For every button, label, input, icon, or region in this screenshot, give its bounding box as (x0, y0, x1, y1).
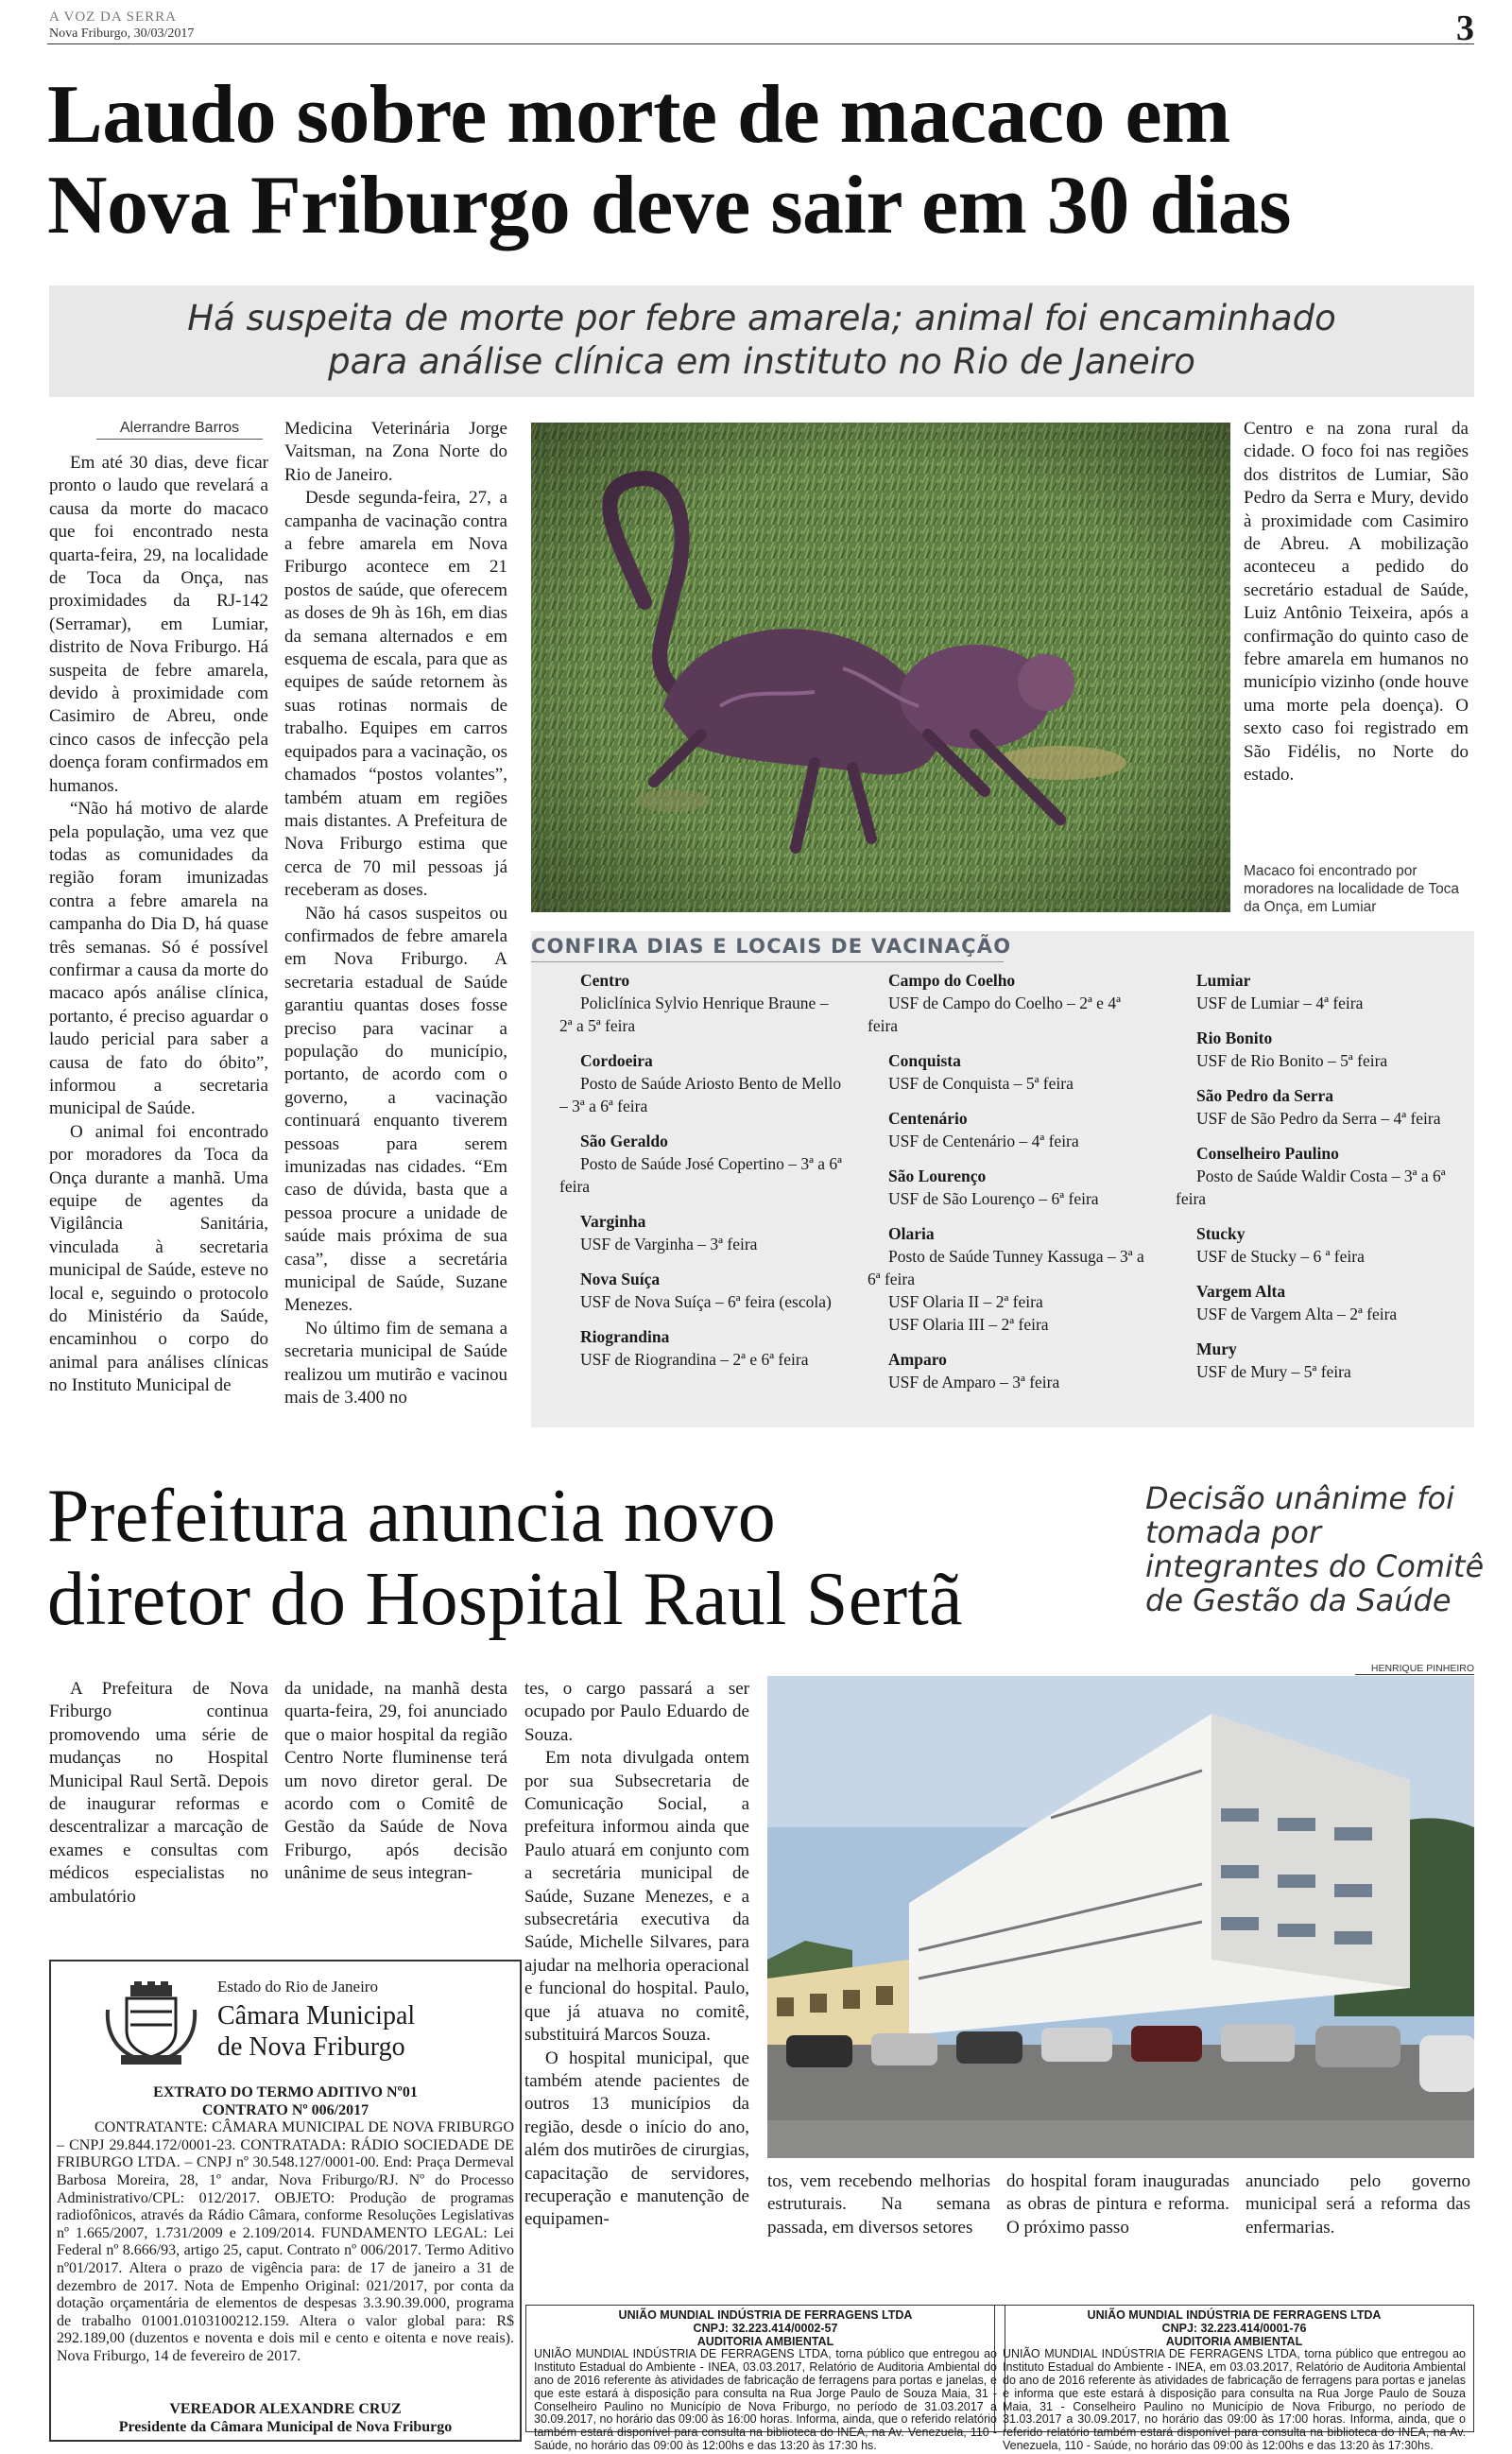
ad-institution-name: Câmara Municipal de Nova Friburgo (217, 2001, 416, 2062)
vaccination-site: USF de Rio Bonito – 5ª feira (1196, 1051, 1388, 1070)
vaccination-site: Posto de Saúde Waldir Costa – 3ª a 6ª feira (1176, 1167, 1446, 1208)
vaccination-site: USF de São Pedro da Serra – 4ª feira (1196, 1109, 1441, 1128)
article-1-column-3 (1244, 418, 1469, 787)
ad-signature: VEREADOR ALEXANDRE CRUZ Presidente da Câmara Municipal de Nova Friburgo (118, 2401, 453, 2435)
vaccination-location: Stucky (1196, 1224, 1246, 1243)
article-2-column-3 (524, 1678, 749, 2232)
paragraph: Centro e na zona rural da cidade. O foco foi nas regiões dos distritos de Lumiar, São Pedro da Serra e Mury, devido à proximidade com Casimiro de Abreu. A mobilização aconteceu a pedido do secretário estadual de Saúde, Luiz Antônio Teixeira, após a confirmação do quinto caso de febre amarela em humanos no município vizinho (onde houve uma morte pela doença). O sexto caso foi registrado em São Fidélis, no Norte do estado. (1244, 419, 1469, 786)
vaccination-site: USF de Centenário – 4ª feira (888, 1132, 1079, 1150)
union-mundial-notice-1: UNIÃO MUNDIAL INDÚSTRIA DE FERRAGENS LTDA CNPJ: 32.223.414/0002-57 AUDITORIA AMBIENTAL UNIÃO MUNDIAL INDÚSTRIA DE FERRAGENS LTDA, torna público que entregou ao Instituto Estadual do Ambiente - INEA, 03.03.2017, Relatório de Auditoria Ambiental do ano de 2016 referente às atividades de fabricação de ferragens para portas e janelas, e que este estará à disposição para consulta na Rua Jorge Paulo de Souza Maia, 31 - Conselheiro Paulino no Município de Nova Friburgo, no período de 31.03.2017 a 30.09.2017, no horário das 09:00 às 16:00 horas. Informa, ainda, que o referido relatório também estará disponível para consulta na biblioteca do INEA, na Av. Venezuela, 110 - Saúde, no horário das 09:00 às 12:00hs e das 13:20 às 17:30 hs. (525, 2305, 1005, 2432)
paragraph: “Não há motivo de alarde pela população, uma vez que todas as comunidades da região foram imunizadas contra a febre amarela na campanha do Dia D, há quase três semanas. Só é possível confirmar a causa da morte do macaco após análise clínica, portanto, é preciso aguardar o laudo pericial para saber a causa de fato do óbito”, informou a secretaria municipal de Saúde. (49, 799, 268, 1119)
vaccination-location: Varginha (580, 1212, 646, 1231)
vaccination-site: USF de Campo do Coelho – 2ª e 4ª feira (868, 994, 1121, 1035)
union-mundial-notice-2: UNIÃO MUNDIAL INDÚSTRIA DE FERRAGENS LTDA CNPJ: 32.223.414/0001-76 AUDITORIA AMBIENTAL UNIÃO MUNDIAL INDÚSTRIA DE FERRAGENS LTDA, torna público que entregou ao Instituto Estadual do Ambiente - INEA, em 03.03.2017, Relatório de Auditoria Ambiental do ano de 2016 referente às atividades de fabricação de ferragens para portas e janelas e informa que este estará à disposição para consulta na Rua Jorge Paulo de Souza Maia, 31 - Conselheiro Paulino no Município de Nova Friburgo, no período de 31.03.2017 a 30.09.2017, no horário das 09:00 às 17:00 horas. Informa, ainda, que o referido relatório também estará disponível para consulta na biblioteca do INEA, na Av. Venezuela, 110 - Saúde, no horário das 09:00 às 12:00hs e das 13:20 às 17:30hs. (994, 2305, 1474, 2432)
vaccination-site: Posto de Saúde Tunney Kassuga – 3ª a 6ª feira (868, 1247, 1144, 1288)
vaccination-column-2 (868, 969, 1153, 1393)
vaccination-location: Mury (1196, 1339, 1237, 1358)
paragraph: O animal foi encontrado por moradores da Toca da Onça durante a manhã. Uma equipe de agentes da Vigilância Sanitária, vinculada à secretaria municipal de Saúde, esteve no local e, seguindo o protocolo do Ministério da Saúde, encaminhou o corpo do animal para análises clínicas no Instituto Municipal de (49, 1121, 268, 1396)
paragraph: Medicina Veterinária Jorge Vaitsman, na Zona Norte do Rio de Janeiro. (284, 419, 507, 485)
vaccination-location: Cordoeira (580, 1051, 653, 1070)
vaccination-site: USF de Mury – 5ª feira (1196, 1362, 1351, 1381)
vaccination-location: Vargem Alta (1196, 1282, 1286, 1301)
vaccination-location: Nova Suíça (580, 1270, 661, 1288)
byline: Alerrandre Barros (96, 420, 263, 440)
issue-date: Nova Friburgo, 30/03/2017 (49, 26, 195, 41)
article-1-column-1 (49, 452, 268, 1398)
dead-monkey-photo (531, 423, 1230, 912)
vaccination-site: USF Olaria III – 2ª feira (888, 1315, 1049, 1334)
vaccination-location: Conquista (888, 1051, 961, 1070)
vaccination-box-title: CONFIRA DIAS E LOCAIS DE VACINAÇÃO (531, 935, 1012, 958)
vaccination-column-1 (559, 969, 843, 1371)
header-rule (47, 43, 1474, 44)
vaccination-column-3 (1176, 969, 1463, 1383)
ad-camara-body (57, 2084, 514, 2366)
article-2-column-6: anunciado pelo governo municipal será a reforma das enfermarias. (1246, 2171, 1470, 2238)
page-number: 3 (1456, 9, 1474, 48)
article-2-column-4: tos, vem recebendo melhorias estruturais. Na semana passada, em diversos setores (767, 2171, 990, 2238)
vaccination-location: Amparo (888, 1350, 947, 1369)
vaccination-site: USF Olaria II – 2ª feira (888, 1292, 1043, 1311)
headline-article-2: Prefeitura anuncia novo diretor do Hospital Raul Sertã (47, 1475, 963, 1641)
vaccination-site: USF de Varginha – 3ª feira (580, 1235, 758, 1253)
vaccination-location: São Geraldo (580, 1132, 668, 1150)
vaccination-site: Posto de Saúde Ariosto Bento de Mello – 3ª a 6ª feira (559, 1074, 842, 1115)
photo-caption-monkey: Macaco foi encontrado por moradores na localidade de Toca da Onça, em Lumiar (1244, 863, 1460, 915)
vaccination-site: USF de Nova Suíça – 6ª feira (escola) (580, 1292, 832, 1311)
vaccination-site: USF de Conquista – 5ª feira (888, 1074, 1074, 1093)
vaccination-site: USF de São Lourenço – 6ª feira (888, 1189, 1099, 1208)
vaccination-site: USF de Stucky – 6 ª feira (1196, 1247, 1365, 1266)
vaccination-location: Rio Bonito (1196, 1028, 1273, 1047)
vaccination-site: USF de Lumiar – 4ª feira (1196, 994, 1364, 1012)
paragraph: tes, o cargo passará a ser ocupado por Paulo Eduardo de Souza. (524, 1679, 749, 1745)
paragraph: Em nota divulgada ontem por sua Subsecretaria de Comunicação Social, a prefeitura informou ainda que Paulo atuará em conjunto com a secretária municipal de Saúde, Suzane Menezes, e a subsecretária executiva da Saúde, Michelle Silvares, para ajudar na melhoria operacional e funcional do hospital. Paulo, que já atuava no comitê, substituirá Marcos Souza. (524, 1748, 749, 2046)
ad-camara-text: CONTRATANTE: CÂMARA MUNICIPAL DE NOVA FRIBURGO – CNPJ 29.844.172/0001-23. CONTRATADA: RÁDIO SOCIEDADE DE FRIBURGO LTDA. – CNPJ nº 30.548.127/0001-00. End: Praça Dermeval Barbosa Moreira, 28, 1º andar, Nova Friburgo/RJ. Nº do Processo Administrativo/CPL: 012/2017. OBJETO: Produção de programas radiofônicos, através da Rádio Câmara, conforme Resoluções Legislativas nº 1.665/2007, 1.731/2009 e 2.109/2014. FUNDAMENTO LEGAL: Lei Federal nº 8.666/93, artigo 25, caput. Contrato nº 006/2017. Termo Aditivo nº01/2017. Altera o prazo de vigência para: de 17 de janeiro a 31 de dezembro de 2017. Nota de Empenho Original: 021/2017, por conta da dotação orçamentária de elementos de despesas 3.3.90.39.000, programa de trabalho 01001.0103100212.159. Altera o valor global para: R$ 292.189,00 (duzentos e noventa e dois mil e cento e oitenta e nove reais). Nova Friburgo, 14 de fevereiro de 2017. (57, 2119, 514, 2364)
vaccination-location: Centenário (888, 1109, 968, 1128)
paragraph: Desde segunda-feira, 27, a campanha de vacinação contra a febre amarela em Nova Friburgo acontece em 21 postos de saúde, que oferecem as doses de 9h às 16h, em dias da semana alternados e em esquema de escala, para que as equipes de saúde retornem às suas rotinas normais de trabalho. Equipes em carros equipados para a vacinação, os chamados “postos volantes”, também atuam em regiões mais distantes. A Prefeitura de Nova Friburgo estima que cerca de 70 mil pessoas já receberam as doses. (284, 488, 507, 901)
ad-title-2: CONTRATO Nº 006/2017 (201, 2101, 369, 2118)
vaccination-site: Policlínica Sylvio Henrique Braune – 2ª a 5ª feira (559, 994, 829, 1035)
hospital-photo (767, 1676, 1474, 2158)
ad-title-1: EXTRATO DO TERMO ADITIVO Nº01 (153, 2084, 418, 2100)
ad-state-label: Estado do Rio de Janeiro (217, 1978, 378, 1996)
subheadline-article-1: Há suspeita de morte por febre amarela; animal foi encaminhado para análise clínica em instituto no Rio de Janeiro (49, 285, 1474, 397)
paragraph: Não há casos suspeitos ou confirmados de febre amarela em Nova Friburgo. A secretaria estadual de Saúde garantiu quantas doses fosse preciso para vacinar a população do município, portanto, de acordo com o governo, a vacinação continuará enquanto tiverem pessoas para serem imunizadas nas cidades. “Em caso de dúvida, basta que a pessoa procure a unidade de saúde mais próxima de sua casa”, disse a secretária municipal de Saúde, Suzane Menezes. (284, 903, 507, 1316)
coat-of-arms-icon (102, 1981, 200, 2066)
paragraph: No último fim de semana a secretaria municipal de Saúde realizou um mutirão e vacinou mais de 3.400 no (284, 1318, 507, 1408)
vaccination-site: USF de Amparo – 3ª feira (888, 1373, 1060, 1391)
article-2-column-1: A Prefeitura de Nova Friburgo continua promovendo uma série de mudanças no Hospital Municipal Raul Sertã. Depois de inaugurar reformas e descentralizar a marcação de exames e consultas com médicos especialistas no ambulatório (49, 1679, 268, 1907)
vaccination-site: Posto de Saúde José Copertino – 3ª a 6ª feira (559, 1154, 842, 1196)
vaccination-site: USF de Vargem Alta – 2ª feira (1196, 1305, 1398, 1323)
article-1-column-2 (284, 418, 507, 1409)
article-2-column-2: da unidade, na manhã desta quarta-feira, 29, foi anunciado que o maior hospital da região Centro Norte fluminense terá um novo diretor geral. De acordo com o Comitê de Gestão da Saúde de Nova Friburgo, após decisão unânime de seus integran- (284, 1679, 507, 1884)
vaccination-location: Conselheiro Paulino (1196, 1144, 1339, 1163)
vaccination-site: USF de Riograndina – 2ª e 6ª feira (580, 1350, 809, 1369)
vaccination-location: Campo do Coelho (888, 971, 1016, 990)
publication-name: A VOZ DA SERRA (49, 9, 177, 25)
vaccination-location: Riograndina (580, 1327, 670, 1346)
photo-credit: HENRIQUE PINHEIRO (1355, 1663, 1474, 1675)
vaccination-location: Olaria (888, 1224, 935, 1243)
vaccination-location: São Lourenço (888, 1167, 987, 1185)
vaccination-title-rule (531, 961, 1004, 962)
vaccination-location: Centro (580, 971, 630, 990)
paragraph: O hospital municipal, que também atende pacientes de outros 13 municípios da região, desde o início do ano, além dos mutirões de cirurgias, capacitação de servidores, recuperação e manutenção de equipamen- (524, 2048, 749, 2230)
deck-article-2: Decisão unânime foi tomada por integrantes do Comitê de Gestão da Saúde (1145, 1480, 1485, 1618)
paragraph: Em até 30 dias, deve ficar pronto o laudo que revelará a causa da morte do macaco que foi encontrado nesta quarta-feira, 29, na localidade de Toca da Onça, nas proximidades da RJ-142 (Serramar), em Lumiar, distrito de Nova Friburgo. Há suspeita de febre amarela, devido à proximidade com Casimiro de Abreu, onde cinco casos de infecção pela doença foram confirmados em humanos. (49, 453, 268, 796)
headline-article-1: Laudo sobre morte de macaco em Nova Friburgo deve sair em 30 dias (47, 69, 1291, 251)
vaccination-location: Lumiar (1196, 971, 1251, 990)
article-2-column-5: do hospital foram inauguradas as obras de pintura e reforma. O próximo passo (1006, 2171, 1229, 2238)
vaccination-location: São Pedro da Serra (1196, 1086, 1334, 1105)
